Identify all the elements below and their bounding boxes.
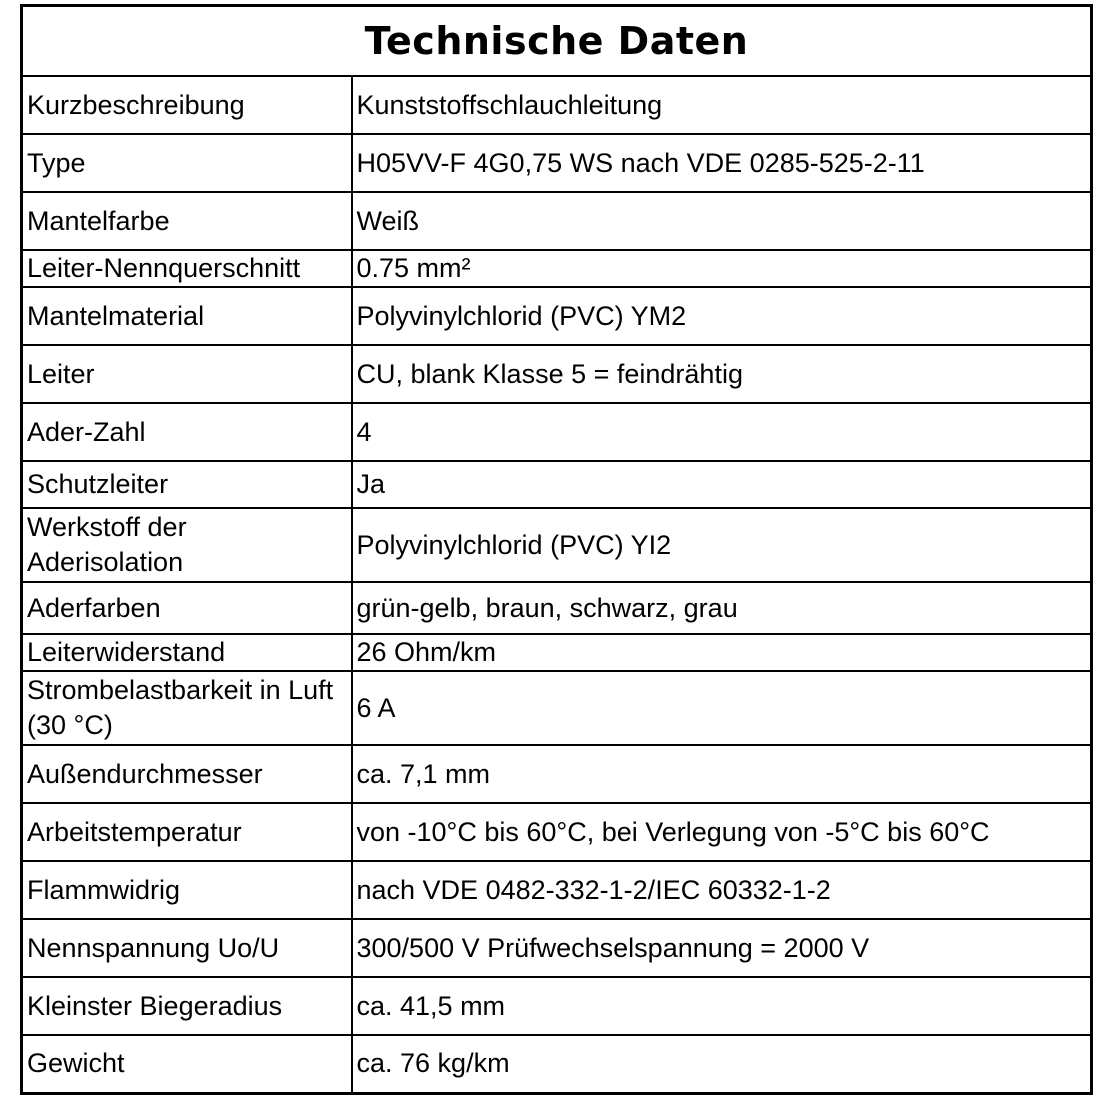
row-value: Ja — [352, 461, 1092, 508]
table-row — [22, 134, 1092, 192]
row-label: Aderfarben — [22, 582, 352, 634]
row-label: Leiter-Nennquerschnitt — [22, 250, 352, 287]
row-label: Kurzbeschreibung — [22, 76, 352, 134]
table-row — [22, 403, 1092, 461]
row-label: Nennspannung Uo/U — [22, 919, 352, 977]
table-row — [22, 803, 1092, 861]
table-row — [22, 1035, 1092, 1093]
row-label: Kleinster Biegeradius — [22, 977, 352, 1035]
row-value: 300/500 V Prüfwechselspannung = 2000 V — [352, 919, 1092, 977]
row-label: Type — [22, 134, 352, 192]
row-value: ca. 7,1 mm — [352, 745, 1092, 803]
row-label: Mantelmaterial — [22, 287, 352, 345]
row-label: Außendurchmesser — [22, 745, 352, 803]
row-value: Polyvinylchlorid (PVC) YM2 — [352, 287, 1092, 345]
table-row — [22, 671, 1092, 745]
row-label: Strombelastbarkeit in Luft (30 °C) — [22, 671, 352, 745]
row-label: Ader-Zahl — [22, 403, 352, 461]
table-row — [22, 861, 1092, 919]
row-value: von -10°C bis 60°C, bei Verlegung von -5°C bis 60°C — [352, 803, 1092, 861]
row-value: 4 — [352, 403, 1092, 461]
table-row — [22, 76, 1092, 134]
row-label: Flammwidrig — [22, 861, 352, 919]
table-row — [22, 508, 1092, 582]
table-row — [22, 634, 1092, 671]
row-label: Leiterwiderstand — [22, 634, 352, 671]
table-row — [22, 192, 1092, 250]
row-label: Arbeitstemperatur — [22, 803, 352, 861]
row-value: 0.75 mm² — [352, 250, 1092, 287]
row-label: Werkstoff der Aderisolation — [22, 508, 352, 582]
table-row — [22, 461, 1092, 508]
table-row — [22, 287, 1092, 345]
table-row — [22, 745, 1092, 803]
row-value: Weiß — [352, 192, 1092, 250]
table-row — [22, 977, 1092, 1035]
row-value: ca. 41,5 mm — [352, 977, 1092, 1035]
table-title: Technische Daten — [22, 6, 1092, 77]
row-value: CU, blank Klasse 5 = feindrähtig — [352, 345, 1092, 403]
row-value: H05VV-F 4G0,75 WS nach VDE 0285-525-2-11 — [352, 134, 1092, 192]
row-label: Schutzleiter — [22, 461, 352, 508]
row-label: Leiter — [22, 345, 352, 403]
row-value: nach VDE 0482-332-1-2/IEC 60332-1-2 — [352, 861, 1092, 919]
row-value: 6 A — [352, 671, 1092, 745]
row-value: grün-gelb, braun, schwarz, grau — [352, 582, 1092, 634]
table-row — [22, 582, 1092, 634]
row-value: 26 Ohm/km — [352, 634, 1092, 671]
row-label: Gewicht — [22, 1035, 352, 1093]
spec-table — [20, 4, 1093, 1095]
table-row — [22, 919, 1092, 977]
row-value: Polyvinylchlorid (PVC) YI2 — [352, 508, 1092, 582]
row-value: Kunststoffschlauchleitung — [352, 76, 1092, 134]
spec-sheet — [20, 4, 1090, 1095]
title-row — [22, 6, 1092, 77]
table-row — [22, 250, 1092, 287]
row-label: Mantelfarbe — [22, 192, 352, 250]
row-value: ca. 76 kg/km — [352, 1035, 1092, 1093]
table-row — [22, 345, 1092, 403]
